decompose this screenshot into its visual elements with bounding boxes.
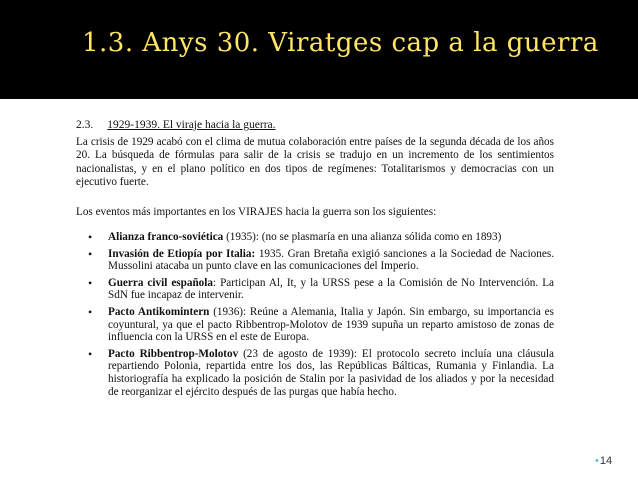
bullet-icon: •	[88, 230, 93, 244]
section-title: 1929-1939. El viraje hacia la guerra.	[107, 119, 276, 131]
bullet-icon: •	[88, 346, 93, 361]
event-text: 1935. Gran Bretaña exigió sanciones a la Sociedad de Naciones. Mussolini atacaba un punto clave en las comunicaciones del Imperio.	[108, 247, 554, 273]
section-heading	[76, 119, 276, 131]
bullet-icon: •	[595, 455, 599, 467]
bullet-icon: •	[88, 275, 93, 290]
bullet-icon: •	[88, 246, 93, 261]
page-number	[595, 455, 612, 467]
event-text: (1936): Reúne a Alemania, Italia y Japón. Sin embargo, su importancia es coyuntural, ya que el pacto Ribbentrop-Molotov de 1939 supuña un reparto amistoso de zonas de influencia con la URSS en el este de Europa.	[108, 305, 555, 344]
event-term: Pacto Antikomintern	[108, 305, 210, 318]
list-item	[84, 306, 554, 344]
list-item	[84, 248, 554, 273]
page-number-value: 14	[599, 455, 613, 467]
events-intro: Los eventos más importantes en los VIRAJES hacia la guerra son los siguientes:	[76, 206, 437, 218]
events-list	[84, 231, 554, 402]
list-item	[84, 231, 554, 244]
intro-paragraph: La crisis de 1929 acabó con el clima de mutua colaboración entre países de la segunda década de los años 20. La búsqueda de fórmulas para salir de la crisis se tradujo en un incremento de los sentimientos nacionalistas, y en el plano político en dos tipos de regímenes: Totalitarismos y democracias con un ejecutivo fuerte.	[76, 136, 554, 188]
event-text: (1935): (no se plasmaría en una alianza sólida como en 1893)	[223, 231, 502, 243]
title-bar	[0, 0, 638, 99]
scanned-document	[50, 110, 588, 465]
section-number: 2.3.	[76, 119, 94, 131]
event-text: (23 de agosto de 1939): El protocolo secreto incluía una cláusula repartiendo Polonia, repartida entre los dos, las Repúblicas Bálticas, Rumania y Finlandia. La historiografía ha explicado la posición de Stalin por la pasividad de los aliados y por la necesidad de reorganizar el ejército después de las purgas que había hecho.	[108, 347, 554, 398]
event-term: Invasión de Etiopía por Italia:	[108, 247, 256, 260]
event-term: Pacto Ribbentrop-Molotov	[108, 347, 239, 360]
slide-title: 1.3. Anys 30. Viratges cap a la guerra	[82, 28, 599, 58]
list-item	[84, 348, 554, 398]
list-item	[84, 277, 554, 302]
bullet-icon: •	[88, 304, 93, 319]
event-text: : Participan Al, It, y la URSS pese a la Comisión de No Intervención. La SdN fue incapaz de intervenir.	[108, 276, 554, 302]
event-term: Alianza franco-soviética	[108, 231, 224, 243]
event-term: Guerra civil española	[108, 276, 213, 289]
